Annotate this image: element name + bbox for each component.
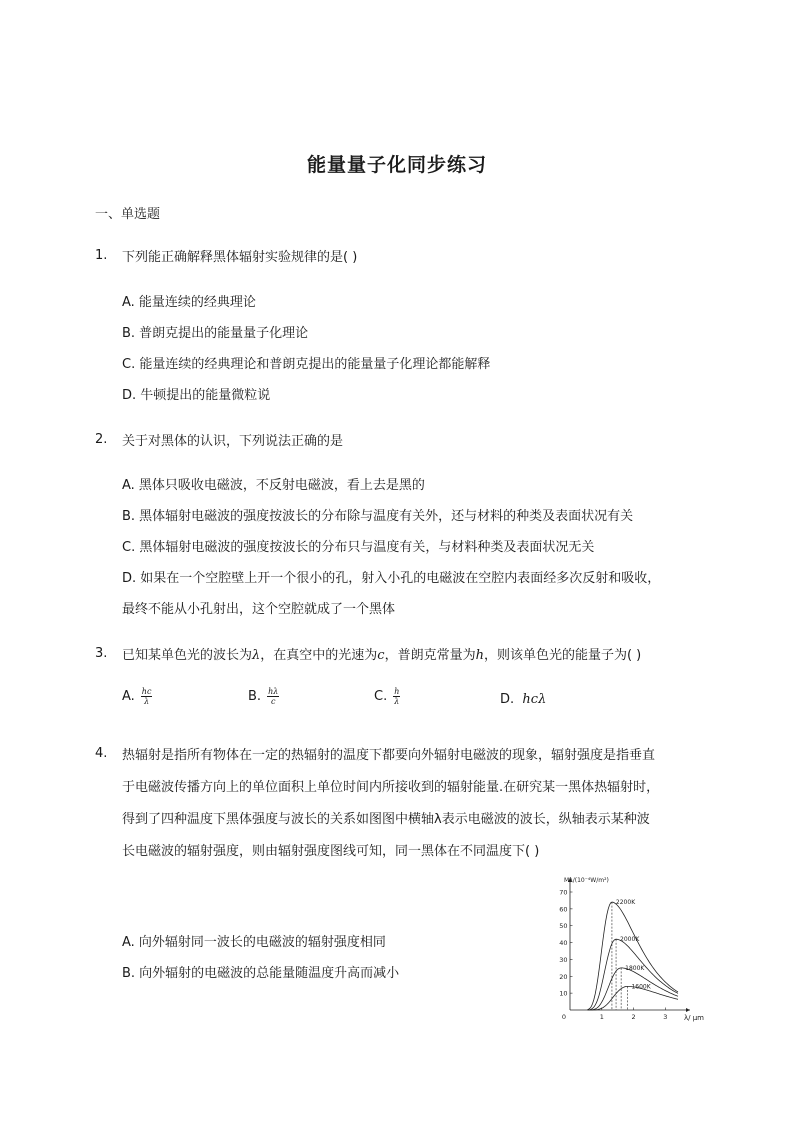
series-label: 2200K <box>615 899 636 907</box>
option-c <box>374 687 400 706</box>
stem-text: ，则该单色光的能量子为( ) <box>483 648 642 663</box>
stem-text: ，普朗克常量为 <box>384 648 476 663</box>
question-stem-line: 于电磁波传播方向上的单位面积上单位时间内所接收到的辐射能量.在研究某一黑体热辐射时， <box>122 780 660 795</box>
option-d: D. 如果在一个空腔壁上开一个很小的孔，射入小孔的电磁波在空腔内表面经多次反射和吸收， <box>122 571 661 586</box>
series-label: 1800K <box>625 964 645 972</box>
section-heading: 一、单选题 <box>95 207 161 222</box>
y-tick-label: 10 <box>559 989 568 998</box>
fraction <box>267 687 279 706</box>
y-tick-label: 60 <box>559 905 568 914</box>
series-curve-2000k <box>588 939 679 1010</box>
question-number: 4. <box>95 746 108 761</box>
numerator: hλ <box>268 687 279 696</box>
question-stem-line: 热辐射是指所有物体在一定的热辐射的温度下都要向外辐射电磁波的现象，辐射强度是指垂直 <box>122 748 656 763</box>
numerator: hc <box>141 687 152 696</box>
question-stem-line: 长电磁波的辐射强度，则由辐射强度图线可知，同一黑体在不同温度下( ) <box>122 844 540 859</box>
option-formula: hcλ <box>522 692 547 707</box>
option-c: C. 能量连续的经典理论和普朗克提出的能量量子化理论都能解释 <box>122 357 491 372</box>
option-a: A. 能量连续的经典理论 <box>122 295 256 310</box>
option-b: B. 向外辐射的电磁波的总能量随温度升高而减小 <box>122 966 400 981</box>
y-tick-label: 70 <box>559 888 568 897</box>
option-label: A. <box>122 689 135 704</box>
series-label: 2000K <box>620 936 640 944</box>
option-a: A. 黑体只吸收电磁波，不反射电磁波，看上去是黑的 <box>122 478 425 493</box>
option-a: A. 向外辐射同一波长的电磁波的辐射强度相同 <box>122 935 386 950</box>
option-b: B. 黑体辐射电磁波的强度按波长的分布除与温度有关外，还与材料的种类及表面状况有关 <box>122 509 634 524</box>
question-stem <box>122 644 641 663</box>
series-curve-2200k <box>588 902 679 1010</box>
question-number: 1. <box>95 248 108 263</box>
question-stem: 下列能正确解释黑体辐射实验规律的是( ) <box>122 250 358 265</box>
lambda-symbol: λ <box>252 648 261 663</box>
question-number: 3. <box>95 646 108 661</box>
stem-text: ，在真空中的光速为 <box>260 648 378 663</box>
y-tick-label: 50 <box>559 922 568 931</box>
x-axis-arrow <box>686 1008 690 1012</box>
h-symbol: h <box>475 648 484 663</box>
c-symbol: c <box>377 648 385 663</box>
denominator: λ <box>394 697 400 706</box>
fraction <box>393 687 400 706</box>
x-tick-label: 1 <box>599 1013 604 1021</box>
denominator: c <box>270 697 276 706</box>
chart-axes <box>568 878 690 1012</box>
numerator: h <box>394 687 400 696</box>
y-tick-label: 20 <box>559 972 568 981</box>
option-d: D. 牛顿提出的能量微粒说 <box>122 388 271 403</box>
x-axis-label: λ/ μm <box>684 1014 704 1022</box>
page-title: 能量量子化同步练习 <box>306 154 487 176</box>
question-stem-line: 得到了四种温度下黑体强度与波长的关系如图图中横轴λ表示电磁波的波长，纵轴表示某种波 <box>122 812 650 827</box>
question-stem: 关于对黑体的认识，下列说法正确的是 <box>122 434 344 449</box>
option-a <box>122 687 152 706</box>
option-b: B. 普朗克提出的能量量子化理论 <box>122 326 309 341</box>
question-number: 2. <box>95 432 108 447</box>
y-tick-label: 40 <box>559 939 568 948</box>
chart-labels <box>562 877 704 1022</box>
option-label: B. <box>248 689 262 704</box>
x-tick-label: 2 <box>631 1013 636 1021</box>
denominator: λ <box>144 697 150 706</box>
stem-text: 已知某单色光的波长为 <box>122 648 253 663</box>
option-d-continued: 最终不能从小孔射出，这个空腔就成了一个黑体 <box>122 602 396 617</box>
series-label: 1600K <box>631 983 651 991</box>
option-b <box>248 687 279 706</box>
fraction <box>141 687 153 706</box>
chart-ticks <box>559 889 667 1022</box>
option-label: C. <box>374 689 388 704</box>
blackbody-radiation-chart <box>548 868 708 1028</box>
option-c: C. 黑体辐射电磁波的强度按波长的分布只与温度有关，与材料种类及表面状况无关 <box>122 540 595 555</box>
y-axis-label: Mλ/(10⁻⁴W/m²) <box>564 877 609 884</box>
option-label: D. <box>500 692 515 707</box>
y-tick-label: 30 <box>559 955 568 964</box>
x-tick-label: 3 <box>663 1013 668 1021</box>
origin-label: 0 <box>561 1013 566 1021</box>
chart-curves <box>588 902 679 1010</box>
option-d <box>500 692 546 707</box>
